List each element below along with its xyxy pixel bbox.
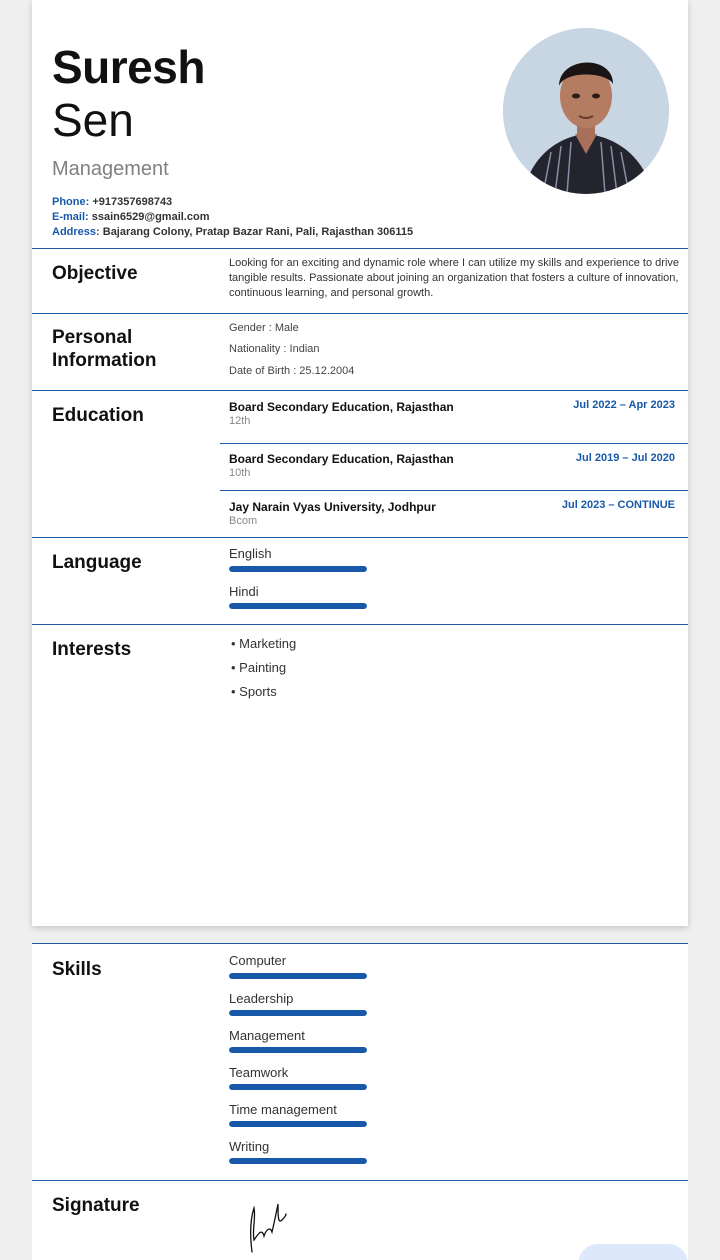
skill-level-fill xyxy=(229,1121,367,1127)
language-name: English xyxy=(229,546,272,561)
education-dates: Jul 2022 – Apr 2023 xyxy=(573,399,675,411)
skill-level-fill xyxy=(229,1010,367,1016)
education-dates: Jul 2019 – Jul 2020 xyxy=(575,452,675,464)
skills-title: Skills xyxy=(52,959,102,980)
skill-level-fill xyxy=(229,1047,367,1053)
education-institution: Jay Narain Vyas University, Jodhpur xyxy=(229,500,436,514)
skill-name: Leadership xyxy=(229,991,294,1006)
education-dates: Jul 2023 – CONTINUE xyxy=(561,499,675,511)
language-name: Hindi xyxy=(229,584,259,599)
language-level-bar xyxy=(229,603,367,609)
skill-level-bar xyxy=(229,1121,367,1127)
section-divider xyxy=(32,390,688,391)
skill-name: Management xyxy=(229,1028,305,1043)
profile-photo xyxy=(503,28,669,194)
skill-level-bar xyxy=(229,1084,367,1090)
floating-action-button[interactable] xyxy=(578,1244,688,1260)
personal-info-title-line1: Personal xyxy=(52,327,133,348)
job-role: Management xyxy=(52,158,169,180)
contact-email xyxy=(52,211,209,223)
phone-value[interactable]: +917357698743 xyxy=(92,196,173,208)
handwritten-signature xyxy=(244,1196,288,1256)
skill-name: Time management xyxy=(229,1102,337,1117)
contact-address xyxy=(52,226,413,238)
skill-level-bar xyxy=(229,1158,367,1164)
language-title: Language xyxy=(52,552,142,573)
education-level: 12th xyxy=(229,415,251,427)
profile-photo-illustration xyxy=(503,28,669,194)
language-level-bar xyxy=(229,566,367,572)
education-divider xyxy=(220,490,688,491)
section-divider xyxy=(32,537,688,538)
section-divider xyxy=(32,1180,688,1181)
objective-title: Objective xyxy=(52,263,138,284)
skill-name: Writing xyxy=(229,1139,270,1154)
first-name: Suresh xyxy=(52,41,205,93)
skill-level-fill xyxy=(229,1158,367,1164)
interest-item: • Painting xyxy=(231,660,287,675)
email-value[interactable]: ssain6529@gmail.com xyxy=(91,211,210,223)
nationality-text: Nationality : Indian xyxy=(229,343,320,355)
signature-title: Signature xyxy=(52,1195,140,1216)
interest-item: • Marketing xyxy=(231,636,297,651)
language-level-fill xyxy=(229,603,367,609)
education-level: 10th xyxy=(229,467,251,479)
interest-item: • Sports xyxy=(231,684,277,699)
dob-text: Date of Birth : 25.12.2004 xyxy=(229,365,355,377)
section-divider xyxy=(32,943,688,944)
section-divider xyxy=(32,313,688,314)
skill-level-fill xyxy=(229,973,367,979)
education-institution: Board Secondary Education, Rajasthan xyxy=(229,452,454,466)
education-title: Education xyxy=(52,405,144,426)
education-divider xyxy=(220,443,688,444)
skill-level-bar xyxy=(229,1010,367,1016)
resume-page-2 xyxy=(32,943,688,1260)
resume-page-1 xyxy=(32,0,688,926)
gender-text: Gender : Male xyxy=(229,322,299,334)
phone-label: Phone: xyxy=(52,196,90,208)
language-level-fill xyxy=(229,566,367,572)
skill-name: Computer xyxy=(229,953,287,968)
objective-text: Looking for an exciting and dynamic role where I can utilize my skills and experience to drive tangible results. Passionate about joining an organization that fosters a culture of innovation, continuous learning, and personal growth. xyxy=(229,257,680,299)
section-divider xyxy=(32,624,688,625)
skill-level-bar xyxy=(229,1047,367,1053)
contact-phone xyxy=(52,196,172,208)
education-institution: Board Secondary Education, Rajasthan xyxy=(229,400,454,414)
skill-level-fill xyxy=(229,1084,367,1090)
skill-name: Teamwork xyxy=(229,1065,289,1080)
address-value: Bajarang Colony, Pratap Bazar Rani, Pali, Rajasthan 306115 xyxy=(102,226,414,238)
skill-level-bar xyxy=(229,973,367,979)
education-level: Bcom xyxy=(229,515,258,527)
address-label: Address: xyxy=(52,226,100,238)
personal-info-title xyxy=(52,326,157,372)
email-label: E-mail: xyxy=(52,211,89,223)
interests-title: Interests xyxy=(52,639,132,660)
section-divider xyxy=(32,248,688,249)
last-name: Sen xyxy=(52,94,134,146)
personal-info-title-line2: Information xyxy=(52,350,157,371)
